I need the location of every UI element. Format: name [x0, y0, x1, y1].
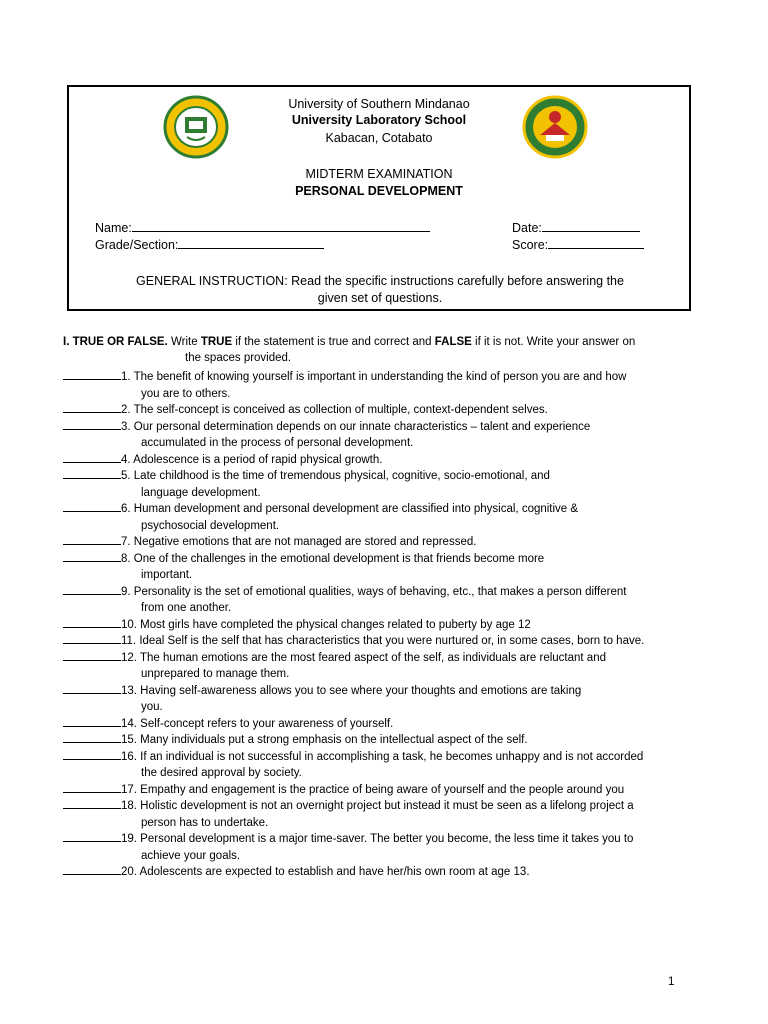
question-text: 6. Human development and personal development are classified into physical, cognitive & [121, 503, 579, 515]
question-text: 15. Many individuals put a strong emphasis on the intellectual aspect of the self. [121, 734, 528, 746]
question-item [63, 402, 723, 419]
question-item [63, 732, 723, 749]
answer-blank[interactable] [63, 749, 121, 760]
answer-blank[interactable] [63, 551, 121, 562]
question-text-continued: you are to others. [141, 387, 231, 400]
answer-blank[interactable] [63, 584, 121, 595]
question-text-continued: the desired approval by society. [141, 767, 302, 779]
answer-blank[interactable] [63, 782, 121, 793]
exam-header [67, 85, 691, 311]
instruction-line-2: given set of questions. [317, 291, 443, 305]
question-item [63, 501, 723, 534]
answer-blank[interactable] [63, 468, 121, 479]
question-text: 8. One of the challenges in the emotional development is that friends become more [121, 552, 545, 565]
university-name: University of Southern Mindanao [288, 97, 470, 111]
answer-blank[interactable] [63, 501, 121, 512]
question-text-continued: language development. [141, 486, 261, 499]
answer-blank[interactable] [63, 419, 121, 430]
question-item [63, 633, 723, 650]
question-text-continued: achieve your goals. [141, 849, 241, 862]
answer-blank[interactable] [63, 633, 121, 644]
question-item [63, 716, 723, 733]
section-1-label: I. TRUE OR FALSE. [63, 336, 168, 348]
school-location: Kabacan, Cotabato [325, 131, 433, 145]
score-label: Score: [512, 238, 549, 252]
question-item [63, 419, 723, 452]
question-text: 17. Empathy and engagement is the practice of being aware of yourself and the people around you [121, 783, 625, 796]
question-item [63, 782, 723, 799]
question-item [63, 683, 723, 716]
score-blank[interactable] [548, 237, 644, 249]
answer-blank[interactable] [63, 369, 121, 380]
question-text: 14. Self-concept refers to your awareness of yourself. [121, 717, 394, 730]
question-item [63, 534, 723, 551]
question-text: 3. Our personal determination depends on our innate characteristics – talent and experience [121, 420, 591, 433]
false-word: FALSE [434, 336, 472, 348]
grade-section-blank[interactable] [178, 237, 324, 249]
date-blank[interactable] [542, 220, 640, 232]
section-1-directions [63, 334, 723, 366]
answer-blank[interactable] [63, 534, 121, 545]
exam-title: MIDTERM EXAMINATION [305, 167, 453, 181]
answer-blank[interactable] [63, 617, 121, 628]
question-text: 7. Negative emotions that are not managed are stored and repressed. [121, 536, 477, 548]
question-item [63, 551, 723, 584]
question-item [63, 468, 723, 501]
question-text: 10. Most girls have completed the physical changes related to puberty by age 12 [121, 618, 531, 631]
school-name: University Laboratory School [291, 113, 467, 127]
question-text-continued: unprepared to manage them. [141, 668, 290, 680]
question-item [63, 617, 723, 634]
score-field[interactable] [512, 237, 644, 253]
directions-text-b: if the statement is true and correct and [232, 336, 435, 348]
answer-blank[interactable] [63, 452, 121, 463]
answer-blank[interactable] [63, 798, 121, 809]
question-text: 4. Adolescence is a period of rapid physical growth. [121, 453, 383, 466]
question-text: 11. Ideal Self is the self that has characteristics that you were nurtured or, in some cases, born to have. [121, 635, 645, 647]
answer-blank[interactable] [63, 683, 121, 694]
question-item [63, 369, 723, 402]
answer-blank[interactable] [63, 831, 121, 842]
true-word: TRUE [200, 336, 233, 348]
date-field[interactable] [512, 220, 640, 236]
question-item [63, 749, 723, 782]
answer-blank[interactable] [63, 650, 121, 661]
grade-section-label: Grade/Section: [95, 238, 179, 252]
directions-text-c: if it is not. Write your answer on [471, 336, 636, 348]
question-item [63, 452, 723, 469]
question-text: 13. Having self-awareness allows you to see where your thoughts and emotions are taking [121, 684, 582, 697]
question-text: 5. Late childhood is the time of tremendous physical, cognitive, socio-emotional, and [121, 470, 550, 482]
question-text-continued: psychosocial development. [141, 519, 280, 532]
name-blank[interactable] [132, 220, 430, 232]
date-label: Date: [512, 221, 542, 235]
grade-section-field[interactable] [95, 237, 324, 253]
question-item [63, 864, 723, 881]
question-text: 16. If an individual is not successful in accomplishing a task, he becomes unhappy and is not accorded [121, 750, 644, 763]
question-text-continued: you. [141, 701, 163, 713]
subject-title: PERSONAL DEVELOPMENT [295, 184, 463, 198]
page-number: 1 [668, 976, 675, 988]
question-text: 20. Adolescents are expected to establish and have her/his own room at age 13. [121, 866, 530, 878]
answer-blank[interactable] [63, 402, 121, 413]
question-list [63, 369, 723, 881]
question-text-continued: person has to undertake. [141, 816, 269, 829]
question-text: 18. Holistic development is not an overnight project but instead it must be seen as a lifelong project a [121, 800, 634, 812]
question-item [63, 584, 723, 617]
name-field[interactable] [95, 220, 430, 236]
question-text: 12. The human emotions are the most feared aspect of the self, as individuals are reluctant and [121, 651, 606, 664]
answer-blank[interactable] [63, 732, 121, 743]
question-text: 2. The self-concept is conceived as collection of multiple, context-dependent selves. [121, 404, 548, 416]
directions-line-2: the spaces provided. [185, 352, 292, 364]
question-text: 19. Personal development is a major time-saver. The better you become, the less time it takes you to [121, 833, 634, 845]
question-text-continued: important. [141, 569, 193, 581]
question-text: 1. The benefit of knowing yourself is important in understanding the kind of person you are and how [121, 371, 627, 383]
name-label: Name: [95, 221, 132, 235]
question-text-continued: accumulated in the process of personal development. [141, 437, 414, 449]
answer-blank[interactable] [63, 864, 121, 875]
question-item [63, 831, 723, 864]
question-text-continued: from one another. [141, 602, 232, 614]
question-item [63, 798, 723, 831]
instruction-line-1: GENERAL INSTRUCTION: Read the specific instructions carefully before answering the [136, 274, 624, 288]
directions-text-a: Write [167, 336, 201, 348]
question-text: 9. Personality is the set of emotional qualities, ways of behaving, etc., that makes a person different [121, 585, 627, 598]
answer-blank[interactable] [63, 716, 121, 727]
general-instruction [93, 273, 667, 307]
question-item [63, 650, 723, 683]
